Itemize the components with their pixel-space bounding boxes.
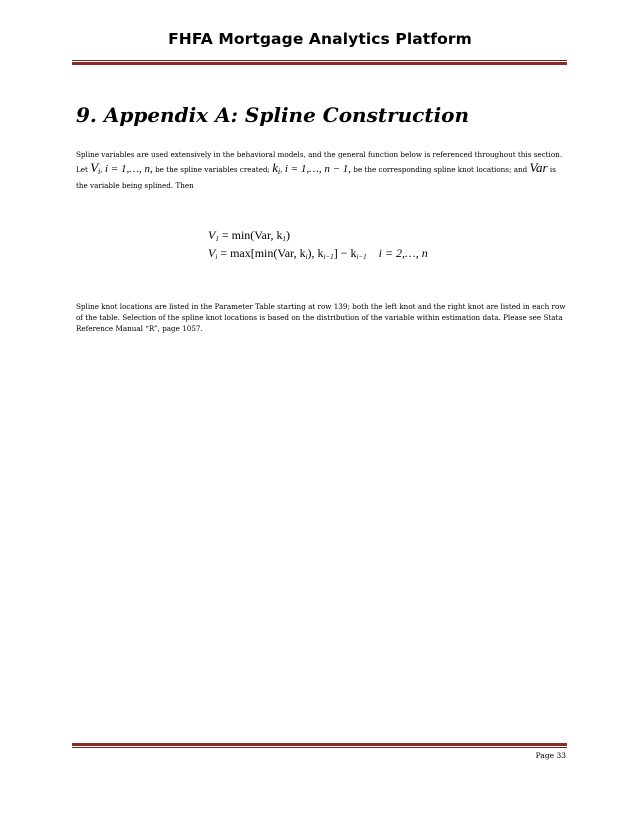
intro-line-3: the variable being splined. Then [76,181,194,190]
header-rule [72,60,567,65]
page-header-title: FHFA Mortgage Analytics Platform [168,30,472,48]
page-number: Page 33 [535,751,566,760]
paragraph-intro [76,148,568,192]
equation-block [208,228,428,264]
equation-1: $V_1 = \min(Var$, $k_1$) [208,228,290,243]
equation-2: $V_i = \max[\min(Var$, $k_i$), $k_{i-1}] - k_{i-1}$ i = 2,…, n [208,246,428,261]
intro-line-1: Spline variables are used extensively in the behavioral models, and the general function below is referenced throughout this section. [76,150,563,159]
section-title: 9. Appendix A: Spline Construction [76,103,470,127]
intro-line-2: Let Vi, i = 1,…, n, be the spline variables created; ki, i = 1,…, n − 1, be the corresponding spline knot locations; and Var is [76,160,556,176]
paragraph-knots: Spline knot locations are listed in the Parameter Table starting at row 139; both the left knot and the right knot are listed in each row of the table. Selection of the spline knot locations is based on the distribution of the variable within estimation data. Please see Stata Reference Manual “R”, page 1057. [76,302,566,333]
footer-rule [72,743,567,748]
